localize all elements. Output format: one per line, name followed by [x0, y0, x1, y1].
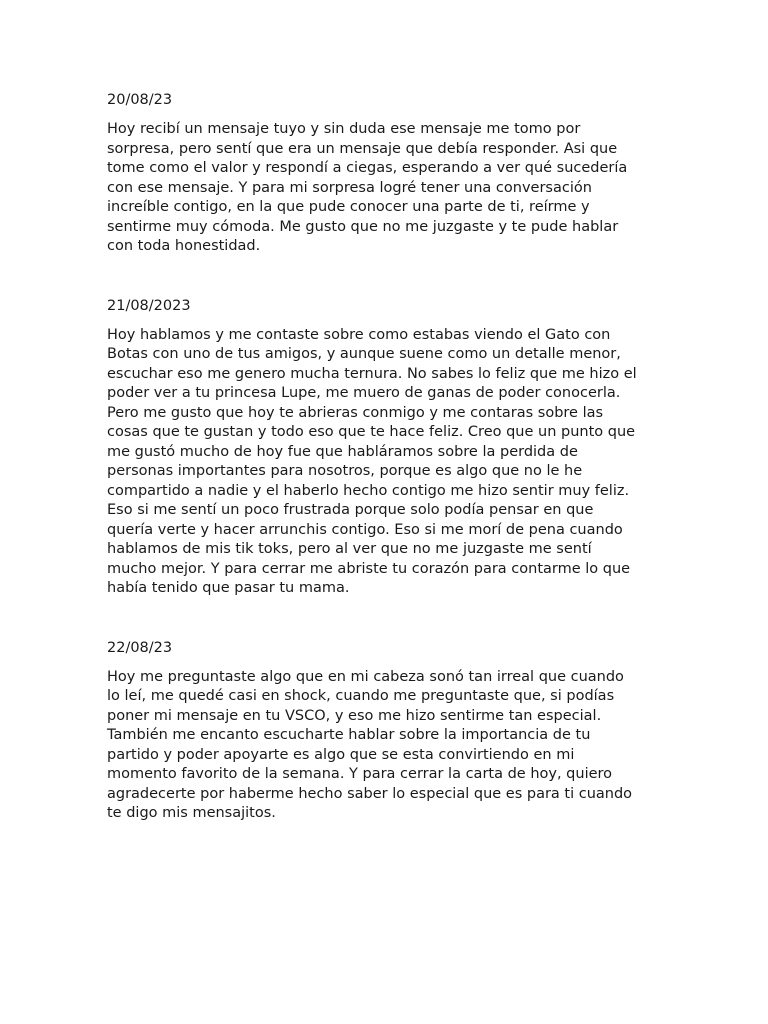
body-line: agradecerte por haberme hecho saber lo especial que es para ti cuando	[107, 785, 633, 802]
body-line: poder ver a tu princesa Lupe, me muero de ganas de poder conocerla.	[107, 385, 621, 401]
body-line: hablamos de mis tik toks, pero al ver que no me juzgaste me sentí	[107, 541, 592, 557]
journal-entry-3	[107, 638, 667, 824]
body-line: te digo mis mensajitos.	[107, 805, 276, 821]
entry-body	[107, 668, 667, 824]
entry-date: 21/08/2023	[107, 297, 191, 314]
entry-date: 20/08/23	[107, 92, 173, 108]
body-line: Botas con uno de tus amigos, y aunque suene como un detalle menor,	[107, 346, 621, 362]
body-line: increíble contigo, en la que pude conocer una parte de ti, reírme y	[107, 199, 590, 215]
body-line: Hoy recibí un mensaje tuyo y sin duda ese mensaje me tomo por	[107, 121, 581, 137]
body-line: mucho mejor. Y para cerrar me abriste tu corazón para contarme lo que	[107, 560, 631, 577]
document-page	[107, 90, 667, 824]
body-line: tome como el valor y respondí a ciegas, esperando a ver qué sucedería	[107, 160, 628, 176]
body-line: lo leí, me quedé casi en shock, cuando me preguntaste que, si podías	[107, 688, 615, 704]
body-line: partido y poder apoyarte es algo que se esta convirtiendo en mi	[107, 746, 575, 763]
entry-date: 22/08/23	[107, 639, 173, 656]
body-line: había tenido que pasar tu mama.	[107, 580, 350, 596]
body-line: cosas que te gustan y todo eso que te hace feliz. Creo que un punto que	[107, 424, 636, 440]
journal-entry-2	[107, 296, 667, 599]
entry-body	[107, 326, 667, 599]
entry-body	[107, 120, 667, 257]
body-line: También me encanto escucharte hablar sobre la importancia de tu	[107, 727, 591, 743]
body-line: poner mi mensaje en tu VSCO, y eso me hizo sentirme tan especial.	[107, 707, 602, 724]
body-line: sorpresa, pero sentí que era un mensaje que debía responder. Asi que	[107, 140, 618, 157]
body-line: Pero me gusto que hoy te abrieras conmigo y me contaras sobre las	[107, 404, 604, 421]
body-line: Hoy me preguntaste algo que en mi cabeza sonó tan irreal que cuando	[107, 668, 624, 685]
body-line: quería verte y hacer arrunchis contigo. Eso si me morí de pena cuando	[107, 521, 623, 538]
body-line: personas importantes para nosotros, porque es algo que no le he	[107, 463, 583, 479]
body-line: me gustó mucho de hoy fue que habláramos sobre la perdida de	[107, 443, 578, 460]
body-line: escuchar eso me genero mucha ternura. No sabes lo feliz que me hizo el	[107, 365, 637, 382]
body-line: compartido a nadie y el haberlo hecho contigo me hizo sentir muy feliz.	[107, 482, 630, 499]
body-line: Eso si me sentí un poco frustrada porque solo podía pensar en que	[107, 502, 594, 518]
body-line: con toda honestidad.	[107, 238, 261, 254]
body-line: Hoy hablamos y me contaste sobre como estabas viendo el Gato con	[107, 326, 611, 343]
body-line: momento favorito de la semana. Y para cerrar la carta de hoy, quiero	[107, 766, 613, 782]
body-line: sentirme muy cómoda. Me gusto que no me juzgaste y te pude hablar	[107, 218, 619, 235]
body-line: con ese mensaje. Y para mi sorpresa logré tener una conversación	[107, 179, 592, 196]
journal-entry-1	[107, 90, 667, 257]
